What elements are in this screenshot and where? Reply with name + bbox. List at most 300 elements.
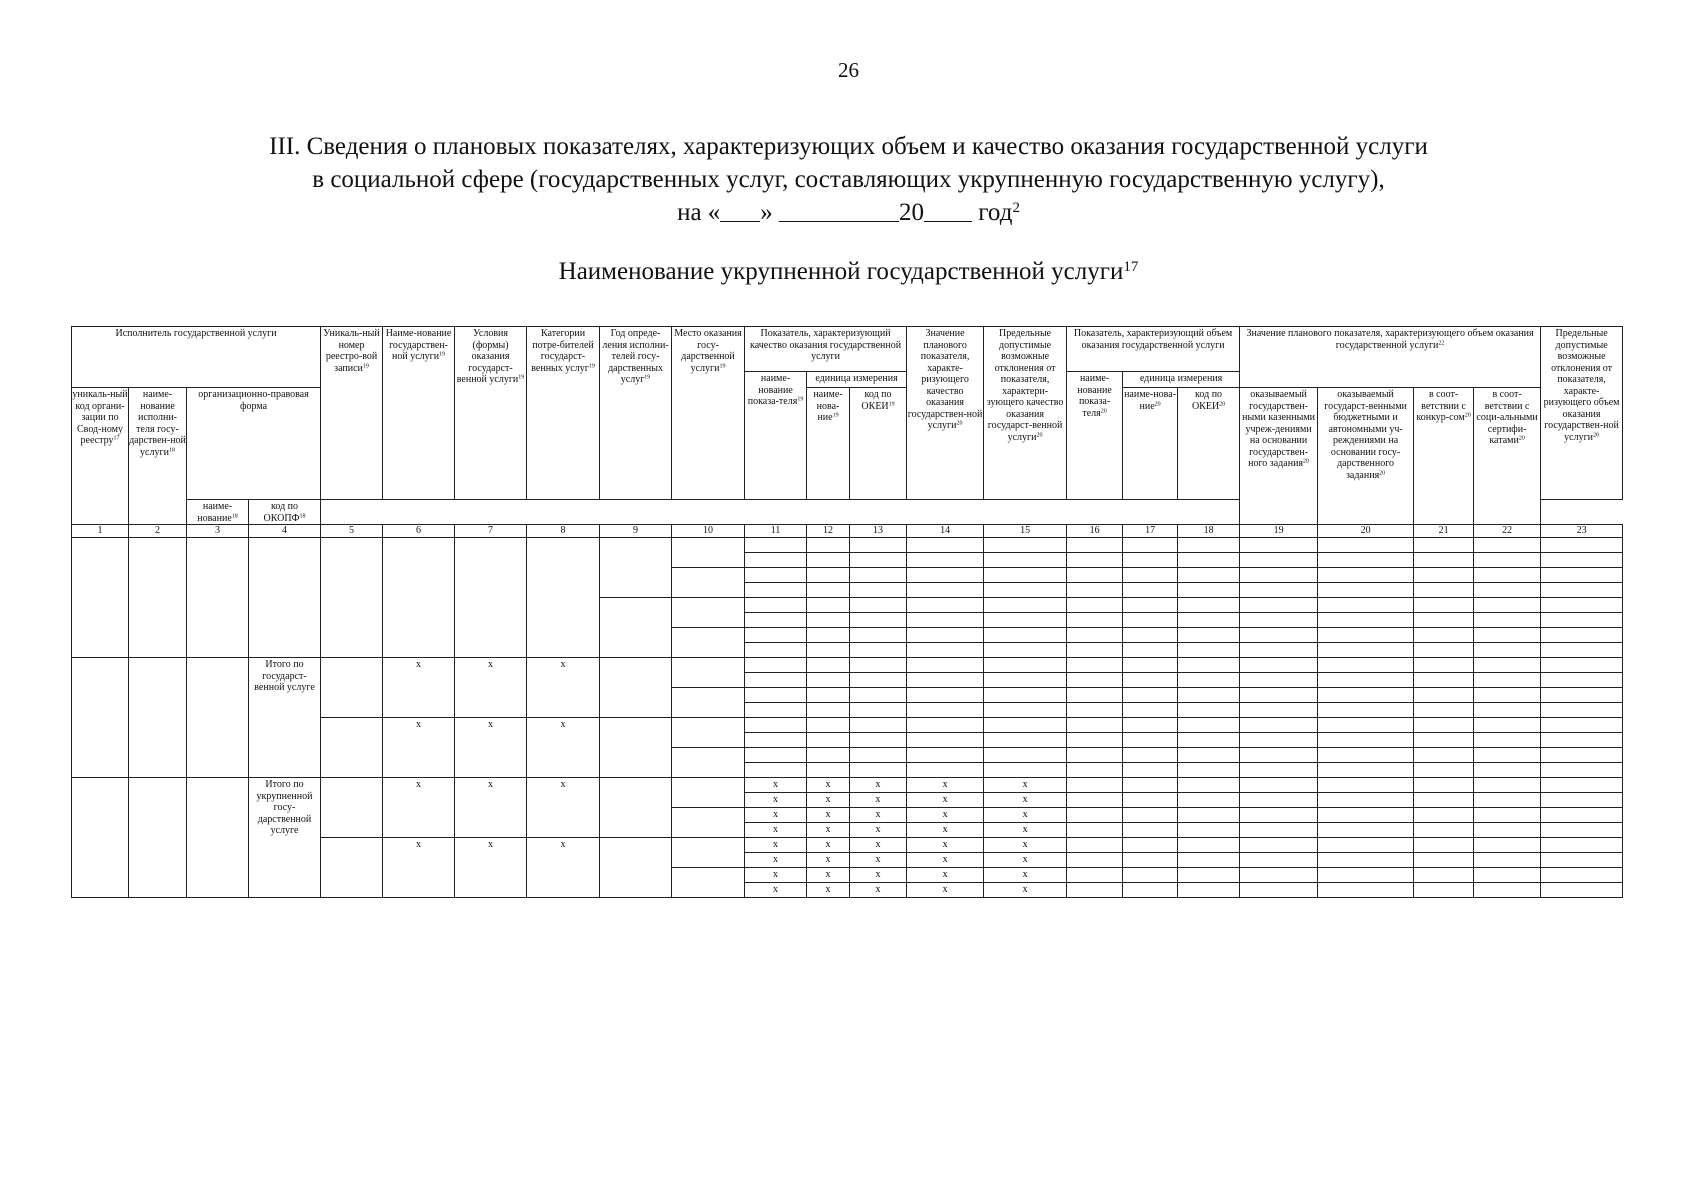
data-cell <box>1541 838 1623 853</box>
mark-cell: х <box>850 778 907 793</box>
place-cell <box>672 868 745 898</box>
year-prefix: 20 <box>899 199 925 226</box>
mark-cell: х <box>907 793 984 808</box>
th-planned-quality-value: Значение планового показателя, характе-ризующего качество оказания государствен-ной услуги$^{20}$ <box>907 327 984 500</box>
data-cell <box>1541 538 1623 553</box>
column-number-13: 13 <box>850 525 907 538</box>
column-number-8: 8 <box>527 525 600 538</box>
year-cell <box>600 658 672 718</box>
footnote-ref-17: 17 <box>1123 258 1139 275</box>
data-cell <box>907 628 984 643</box>
data-cell <box>1474 778 1541 793</box>
column-number-row <box>72 525 1623 538</box>
data-cell <box>984 628 1067 643</box>
month-blank <box>779 196 899 222</box>
data-cell <box>1240 883 1318 898</box>
place-cell <box>672 688 745 718</box>
data-cell <box>1414 658 1474 673</box>
data-cell <box>745 628 807 643</box>
data-cell <box>745 658 807 673</box>
data-cell <box>850 613 907 628</box>
data-cell <box>1541 673 1623 688</box>
column-number-4: 4 <box>249 525 321 538</box>
data-cell <box>1414 643 1474 658</box>
year-cell <box>600 538 672 598</box>
data-cell <box>1541 793 1623 808</box>
th-qi-unit: единица измерения <box>807 372 907 388</box>
mark-cell: х <box>850 868 907 883</box>
data-cell <box>1178 763 1240 778</box>
mark-cell: х <box>527 778 600 838</box>
data-cell <box>1318 583 1414 598</box>
data-cell <box>1414 793 1474 808</box>
data-cell <box>1414 823 1474 838</box>
data-cell <box>321 778 383 838</box>
table-body <box>72 538 1623 898</box>
data-cell <box>1474 868 1541 883</box>
data-cell <box>1123 688 1178 703</box>
data-cell <box>1474 718 1541 733</box>
data-cell <box>1474 853 1541 868</box>
data-cell <box>850 583 907 598</box>
data-cell <box>745 748 807 763</box>
mark-cell: х <box>984 883 1067 898</box>
th-vi-okei: код по ОКЕИ$^{20}$ <box>1178 388 1240 500</box>
data-cell <box>1541 853 1623 868</box>
data-cell <box>1240 718 1318 733</box>
data-cell <box>187 538 249 658</box>
data-cell <box>1178 673 1240 688</box>
table-row <box>72 778 1623 793</box>
data-cell <box>1474 628 1541 643</box>
data-cell <box>1178 718 1240 733</box>
footnote-ref-2: 2 <box>1012 199 1020 216</box>
data-cell <box>1240 673 1318 688</box>
data-cell <box>1123 613 1178 628</box>
mark-cell: х <box>984 868 1067 883</box>
data-cell <box>1067 883 1123 898</box>
data-cell <box>1178 778 1240 793</box>
mark-cell: х <box>807 778 850 793</box>
data-cell <box>1067 583 1123 598</box>
data-cell <box>807 718 850 733</box>
data-cell <box>1240 658 1318 673</box>
data-cell <box>1240 853 1318 868</box>
year-cell <box>600 718 672 778</box>
data-cell <box>807 628 850 643</box>
mark-cell: х <box>807 838 850 853</box>
th-vi-unit-name: наиме-нова-ние$^{20}$ <box>1123 388 1178 500</box>
data-cell <box>1123 733 1178 748</box>
data-cell <box>1067 868 1123 883</box>
data-cell <box>984 598 1067 613</box>
data-cell <box>1067 688 1123 703</box>
data-cell <box>1474 838 1541 853</box>
data-cell <box>1178 553 1240 568</box>
data-cell <box>1178 838 1240 853</box>
th-qi-unit-name: наиме-нова-ние$^{19}$ <box>807 388 850 500</box>
mark-cell: х <box>850 823 907 838</box>
data-cell <box>1474 793 1541 808</box>
data-cell <box>850 703 907 718</box>
column-number-23: 23 <box>1541 525 1623 538</box>
data-cell <box>1541 868 1623 883</box>
data-cell <box>1240 763 1318 778</box>
data-cell <box>984 538 1067 553</box>
data-cell <box>984 658 1067 673</box>
data-cell <box>1414 553 1474 568</box>
mark-cell: х <box>455 658 527 718</box>
data-cell <box>1541 748 1623 763</box>
data-cell <box>1240 808 1318 823</box>
data-cell <box>1541 883 1623 898</box>
column-number-6: 6 <box>383 525 455 538</box>
data-cell <box>807 673 850 688</box>
data-cell <box>1178 808 1240 823</box>
data-cell <box>1067 718 1123 733</box>
data-cell <box>807 733 850 748</box>
column-number-14: 14 <box>907 525 984 538</box>
title-line-1: III. Сведения о плановых показателях, характеризующих объем и качество оказания государственной услуги <box>269 133 1428 160</box>
data-cell <box>1240 553 1318 568</box>
data-cell <box>1318 718 1414 733</box>
th-planned-volume-value: Значение планового показателя, характеризующего объем оказания государственной услуги$^{22}$ <box>1240 327 1541 388</box>
data-cell <box>1474 658 1541 673</box>
mark-cell: х <box>745 823 807 838</box>
mark-cell: х <box>455 718 527 778</box>
data-cell <box>1414 868 1474 883</box>
data-cell <box>1123 823 1178 838</box>
data-cell <box>1240 778 1318 793</box>
data-cell <box>1414 733 1474 748</box>
data-cell <box>1318 643 1414 658</box>
data-cell <box>455 538 527 658</box>
th-year-of-definition: Год опреде-ления исполни-телей госу-дарственных услуг$^{19}$ <box>600 327 672 500</box>
data-cell <box>1123 598 1178 613</box>
indicators-table-wrap <box>71 326 1623 898</box>
data-cell <box>1240 823 1318 838</box>
data-cell <box>1178 613 1240 628</box>
data-cell <box>1318 808 1414 823</box>
data-cell <box>1414 538 1474 553</box>
th-vi-name: наиме-нование показа-теля$^{20}$ <box>1067 372 1123 500</box>
data-cell <box>1178 628 1240 643</box>
data-cell <box>1414 673 1474 688</box>
data-cell <box>129 658 187 778</box>
data-cell <box>850 568 907 583</box>
data-cell <box>1541 643 1623 658</box>
data-cell <box>907 733 984 748</box>
mark-cell: х <box>383 658 455 718</box>
mark-cell: х <box>850 808 907 823</box>
data-cell <box>1178 853 1240 868</box>
data-cell <box>807 583 850 598</box>
data-cell <box>807 613 850 628</box>
data-cell <box>1541 658 1623 673</box>
place-cell <box>672 628 745 658</box>
data-cell <box>1067 643 1123 658</box>
data-cell <box>1541 763 1623 778</box>
data-cell <box>1123 748 1178 763</box>
data-cell <box>1240 733 1318 748</box>
data-cell <box>321 718 383 778</box>
mark-cell: х <box>907 868 984 883</box>
data-cell <box>745 568 807 583</box>
data-cell <box>1318 868 1414 883</box>
data-cell <box>72 658 129 778</box>
table-row <box>72 658 1623 673</box>
data-cell <box>1318 883 1414 898</box>
data-cell <box>1240 568 1318 583</box>
data-cell <box>745 718 807 733</box>
data-cell <box>1474 568 1541 583</box>
data-cell <box>1541 598 1623 613</box>
data-cell <box>1318 853 1414 868</box>
data-cell <box>1240 643 1318 658</box>
data-cell <box>984 583 1067 598</box>
data-cell <box>907 613 984 628</box>
data-cell <box>1178 538 1240 553</box>
column-number-18: 18 <box>1178 525 1240 538</box>
data-cell <box>1474 583 1541 598</box>
data-cell <box>1178 748 1240 763</box>
data-cell <box>1541 568 1623 583</box>
data-cell <box>321 538 383 658</box>
data-cell <box>1067 733 1123 748</box>
data-cell <box>850 763 907 778</box>
data-cell <box>1318 613 1414 628</box>
title-line-3-suffix: год <box>972 199 1013 226</box>
th-unique-code: уникаль-ный код органи-зации по Свод-ному реестру$^{17}$ <box>72 388 129 525</box>
data-cell <box>1414 748 1474 763</box>
data-cell <box>1318 553 1414 568</box>
column-number-22: 22 <box>1474 525 1541 538</box>
data-cell <box>984 553 1067 568</box>
table-row <box>72 538 1623 553</box>
data-cell <box>129 778 187 898</box>
mark-cell: х <box>984 793 1067 808</box>
mark-cell: х <box>850 838 907 853</box>
data-cell <box>1178 868 1240 883</box>
data-cell <box>1474 763 1541 778</box>
data-cell <box>1541 583 1623 598</box>
data-cell <box>1067 673 1123 688</box>
data-cell <box>1123 868 1178 883</box>
data-cell <box>187 778 249 898</box>
total-by-enlarged-service-label: Итого по укрупненной госу-дарственной услуге <box>249 778 321 898</box>
th-org-form-name: наиме-нование$^{18}$ <box>187 500 249 525</box>
data-cell <box>807 688 850 703</box>
mark-cell: х <box>383 718 455 778</box>
data-cell <box>850 748 907 763</box>
data-cell <box>850 553 907 568</box>
mark-cell: х <box>907 778 984 793</box>
data-cell <box>1474 733 1541 748</box>
place-cell <box>672 718 745 748</box>
data-cell <box>850 673 907 688</box>
data-cell <box>1414 688 1474 703</box>
data-cell <box>1318 703 1414 718</box>
column-number-12: 12 <box>807 525 850 538</box>
data-cell <box>1240 793 1318 808</box>
mark-cell: х <box>745 883 807 898</box>
place-cell <box>672 598 745 628</box>
data-cell <box>1178 688 1240 703</box>
data-cell <box>907 568 984 583</box>
data-cell <box>1541 613 1623 628</box>
data-cell <box>807 568 850 583</box>
data-cell <box>1123 643 1178 658</box>
data-cell <box>1414 703 1474 718</box>
th-place: Место оказания госу-дарственной услуги$^{19}$ <box>672 327 745 500</box>
th-okopf: код по ОКОПФ$^{18}$ <box>249 500 321 525</box>
data-cell <box>1123 553 1178 568</box>
th-service-name: Наиме-нование государствен-ной услуги$^{19}$ <box>383 327 455 500</box>
title-line-2: в социальной сфере (государственных услуг, составляющих укрупненную государственную услугу), <box>312 166 1385 193</box>
data-cell <box>850 628 907 643</box>
place-cell <box>672 568 745 598</box>
data-cell <box>1414 853 1474 868</box>
data-cell <box>1240 688 1318 703</box>
data-cell <box>907 553 984 568</box>
data-cell <box>745 538 807 553</box>
data-cell <box>1414 628 1474 643</box>
subtitle-text: Наименование укрупненной государственной услуги <box>558 258 1124 285</box>
data-cell <box>1318 658 1414 673</box>
data-cell <box>1240 613 1318 628</box>
th-executor: Исполнитель государственной услуги <box>72 327 321 388</box>
data-cell <box>1123 778 1178 793</box>
mark-cell: х <box>907 838 984 853</box>
year-cell <box>600 838 672 898</box>
data-cell <box>745 763 807 778</box>
th-record-number: Уникаль-ный номер реестро-вой записи$^{19}$ <box>321 327 383 500</box>
data-cell <box>850 733 907 748</box>
column-number-19: 19 <box>1240 525 1318 538</box>
th-volume-deviation: Предельные допустимые возможные отклонения от показателя, характе-ризующего объем оказания государствен-ной услуги$^{20}$ <box>1541 327 1623 500</box>
data-cell <box>745 583 807 598</box>
column-number-3: 3 <box>187 525 249 538</box>
data-cell <box>984 748 1067 763</box>
data-cell <box>1541 733 1623 748</box>
data-cell <box>1318 838 1414 853</box>
title-line-3-mid: » <box>760 199 780 226</box>
data-cell <box>907 718 984 733</box>
mark-cell: х <box>455 838 527 898</box>
mark-cell: х <box>907 883 984 898</box>
data-cell <box>907 688 984 703</box>
data-cell <box>1474 703 1541 718</box>
mark-cell: х <box>807 883 850 898</box>
data-cell <box>1178 883 1240 898</box>
data-cell <box>807 553 850 568</box>
data-cell <box>1178 568 1240 583</box>
data-cell <box>850 658 907 673</box>
mark-cell: х <box>745 853 807 868</box>
data-cell <box>807 598 850 613</box>
data-cell <box>1240 703 1318 718</box>
th-pv-budget: оказываемый государст-венными бюджетными и автономными уч-реждениями на основании госу-дарственного задания$^{20}$ <box>1318 388 1414 525</box>
data-cell <box>1123 628 1178 643</box>
th-executor-name: наиме-нование исполни-теля госу-дарствен-ной услуги$^{18}$ <box>129 388 187 525</box>
data-cell <box>907 583 984 598</box>
column-number-5: 5 <box>321 525 383 538</box>
data-cell <box>1123 658 1178 673</box>
title-line-3 <box>0 196 1697 229</box>
mark-cell: х <box>850 853 907 868</box>
th-quality-indicator: Показатель, характеризующий качество оказания государственной услуги <box>745 327 907 372</box>
data-cell <box>745 703 807 718</box>
data-cell <box>907 538 984 553</box>
column-number-1: 1 <box>72 525 129 538</box>
mark-cell: х <box>807 853 850 868</box>
th-pv-state: оказываемый государствен-ными казенными учреж-дениями на основании государствен-ного задания$^{20}$ <box>1240 388 1318 525</box>
data-cell <box>1123 538 1178 553</box>
data-cell <box>1067 763 1123 778</box>
column-number-15: 15 <box>984 525 1067 538</box>
mark-cell: х <box>745 868 807 883</box>
data-cell <box>321 838 383 898</box>
document-title <box>0 130 1697 229</box>
data-cell <box>907 658 984 673</box>
mark-cell: х <box>984 838 1067 853</box>
data-cell <box>1178 598 1240 613</box>
data-cell <box>1240 748 1318 763</box>
data-cell <box>1123 673 1178 688</box>
mark-cell: х <box>527 658 600 718</box>
data-cell <box>850 718 907 733</box>
data-cell <box>1318 538 1414 553</box>
data-cell <box>1318 568 1414 583</box>
mark-cell: х <box>850 883 907 898</box>
data-cell <box>1240 868 1318 883</box>
mark-cell: х <box>850 793 907 808</box>
title-line-3-prefix: на « <box>677 199 721 226</box>
data-cell <box>1067 658 1123 673</box>
th-pv-competition: в соот-ветствии с конкур-сом$^{20}$ <box>1414 388 1474 525</box>
mark-cell: х <box>527 718 600 778</box>
mark-cell: х <box>807 823 850 838</box>
data-cell <box>527 538 600 658</box>
th-conditions: Условия (формы) оказания государст-венной услуги$^{19}$ <box>455 327 527 500</box>
data-cell <box>1318 763 1414 778</box>
data-cell <box>1414 808 1474 823</box>
data-cell <box>1474 823 1541 838</box>
data-cell <box>1123 583 1178 598</box>
data-cell <box>1318 628 1414 643</box>
th-volume-indicator: Показатель, характеризующий объем оказания государственной услуги <box>1067 327 1240 372</box>
page-number: 26 <box>838 58 859 82</box>
mark-cell: х <box>807 808 850 823</box>
mark-cell: х <box>907 823 984 838</box>
data-cell <box>1123 568 1178 583</box>
data-cell <box>850 538 907 553</box>
data-cell <box>1318 748 1414 763</box>
data-cell <box>1178 703 1240 718</box>
mark-cell: х <box>807 868 850 883</box>
mark-cell: х <box>745 838 807 853</box>
mark-cell: х <box>984 778 1067 793</box>
data-cell <box>1067 838 1123 853</box>
mark-cell: х <box>455 778 527 838</box>
data-cell <box>72 538 129 658</box>
data-cell <box>1067 538 1123 553</box>
data-cell <box>1067 778 1123 793</box>
data-cell <box>1067 853 1123 868</box>
place-cell <box>672 538 745 568</box>
th-quality-deviation: Предельные допустимые возможные отклонения от показателя, характери-зующего качество оказания государст-венной услуги$^{20}$ <box>984 327 1067 500</box>
th-consumer-categories: Категории потре-бителей государст-венных услуг$^{19}$ <box>527 327 600 500</box>
